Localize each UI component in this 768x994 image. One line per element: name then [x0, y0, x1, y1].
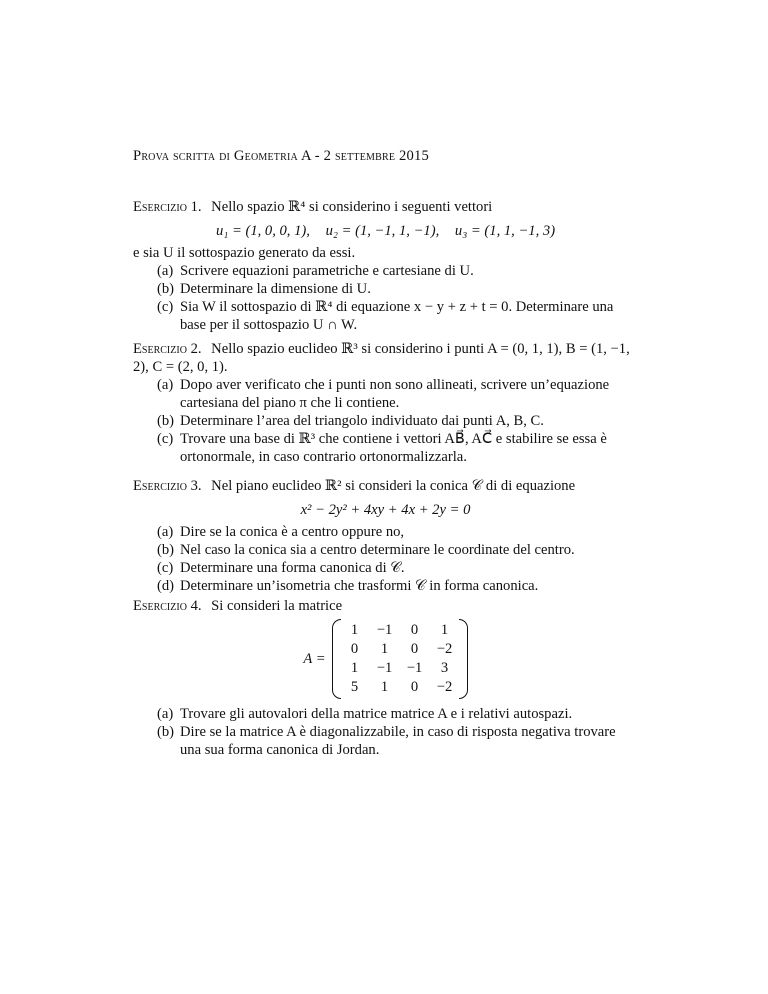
item-label: (c): [157, 431, 174, 447]
item-label: (b): [157, 542, 175, 558]
vectors-display: [133, 222, 638, 240]
matrix-display: [133, 619, 638, 699]
item-text: Determinare una forma canonica di 𝒞.: [180, 560, 405, 576]
list-item: [133, 577, 638, 595]
list-item: [133, 523, 638, 541]
vector-u2: u₂ = (1, −1, 1, −1),: [325, 223, 440, 239]
matrix-cell: −1: [406, 660, 423, 676]
list-item: [133, 376, 638, 412]
matrix-cell: −2: [436, 641, 453, 657]
exercise-intro: Nello spazio ℝ⁴ si considerino i seguenti vettori: [211, 199, 493, 215]
list-item: [133, 430, 638, 466]
item-text: Dire se la conica è a centro oppure no,: [180, 524, 405, 540]
item-label: (a): [157, 706, 174, 722]
list-item: [133, 412, 638, 430]
matrix-cell: 3: [440, 660, 449, 676]
list-item: [133, 541, 638, 559]
exercise-4-items: [133, 705, 638, 759]
matrix-cell: −1: [376, 622, 393, 638]
exercise-2: [133, 340, 638, 466]
item-text: Nel caso la conica sia a centro determinare le coordinate del centro.: [180, 542, 575, 558]
matrix-cell: 1: [380, 679, 389, 695]
item-label: (b): [157, 724, 175, 740]
exercise-4-heading: [133, 597, 638, 615]
item-text: Determinare un’isometria che trasformi 𝒞 in forma canonica.: [180, 578, 539, 594]
matrix-cell: 1: [440, 622, 449, 638]
matrix-cell: 0: [410, 641, 419, 657]
exercise-2-items: [133, 376, 638, 466]
exercise-3-items: [133, 523, 638, 595]
matrix-cell: 1: [350, 660, 359, 676]
exercise-label: Esercizio 2.: [133, 341, 202, 357]
exercise-text: e sia U il sottospazio generato da essi.: [133, 245, 356, 261]
exercise-label: Esercizio 1.: [133, 199, 202, 215]
list-item: [133, 280, 638, 298]
list-item: [133, 723, 638, 759]
item-text: Dopo aver verificato che i punti non sono allineati, scrivere un’equazione cartesiana del piano π che li contiene.: [180, 377, 610, 411]
item-text: Dire se la matrice A è diagonalizzabile, in caso di risposta negativa trovare una sua forma canonica di Jordan.: [180, 724, 616, 758]
item-text: Determinare la dimensione di U.: [180, 281, 371, 297]
vector-u1: u₁ = (1, 0, 0, 1),: [215, 223, 310, 239]
item-text: Trovare una base di ℝ³ che contiene i vettori AB⃗, AC⃗ e stabilire se essa è ortonormale, in caso contrario ortonormalizzarla.: [180, 431, 607, 465]
item-label: (a): [157, 263, 174, 279]
item-text: Scrivere equazioni parametriche e cartesiane di U.: [180, 263, 474, 279]
item-text: Trovare gli autovalori della matrice matrice A e i relativi autospazi.: [180, 706, 573, 722]
item-label: (c): [157, 560, 174, 576]
exercise-1-heading: [133, 198, 638, 216]
item-label: (a): [157, 524, 174, 540]
exercise-3-heading: [133, 477, 638, 495]
list-item: [133, 262, 638, 280]
exercise-label: Esercizio 4.: [133, 598, 202, 614]
conic-equation: x² − 2y² + 4xy + 4x + 2y = 0: [300, 502, 471, 518]
matrix-cell: 1: [380, 641, 389, 657]
matrix-cell: 5: [350, 679, 359, 695]
matrix-A: [332, 619, 468, 699]
matrix-cell: 1: [350, 622, 359, 638]
matrix-cell: 0: [410, 622, 419, 638]
matrix-cell: −2: [436, 679, 453, 695]
exercise-1: [133, 198, 638, 334]
item-label: (a): [157, 377, 174, 393]
matrix-cell: 0: [350, 641, 359, 657]
page-title: Prova scritta di Geometria A - 2 settembre 2015: [133, 148, 429, 164]
exercise-2-heading: [133, 340, 638, 376]
list-item: [133, 705, 638, 723]
list-item: [133, 559, 638, 577]
vector-u3: u₃ = (1, 1, −1, 3): [454, 223, 556, 239]
exercise-intro: Nello spazio euclideo ℝ³ si considerino i punti A = (0, 1, 1), B = (1, −1, 2), C = (2, 0, 1).: [133, 341, 630, 375]
exercise-intro: Nel piano euclideo ℝ² si consideri la conica 𝒞 di di equazione: [211, 478, 576, 494]
matrix-name: A =: [303, 651, 326, 667]
exercise-label: Esercizio 3.: [133, 478, 202, 494]
matrix-cell: −1: [376, 660, 393, 676]
item-label: (b): [157, 281, 175, 297]
item-label: (b): [157, 413, 175, 429]
item-label: (d): [157, 578, 175, 594]
item-label: (c): [157, 299, 174, 315]
exercise-1-items: [133, 262, 638, 334]
item-text: Sia W il sottospazio di ℝ⁴ di equazione x − y + z + t = 0. Determinare una base per il sottospazio U ∩ W.: [180, 299, 614, 333]
list-item: [133, 298, 638, 334]
exercise-intro: Si consideri la matrice: [211, 598, 343, 614]
exercise-4: [133, 597, 638, 759]
matrix-cell: 0: [410, 679, 419, 695]
item-text: Determinare l’area del triangolo individuato dai punti A, B, C.: [180, 413, 544, 429]
exercise-3: [133, 477, 638, 595]
